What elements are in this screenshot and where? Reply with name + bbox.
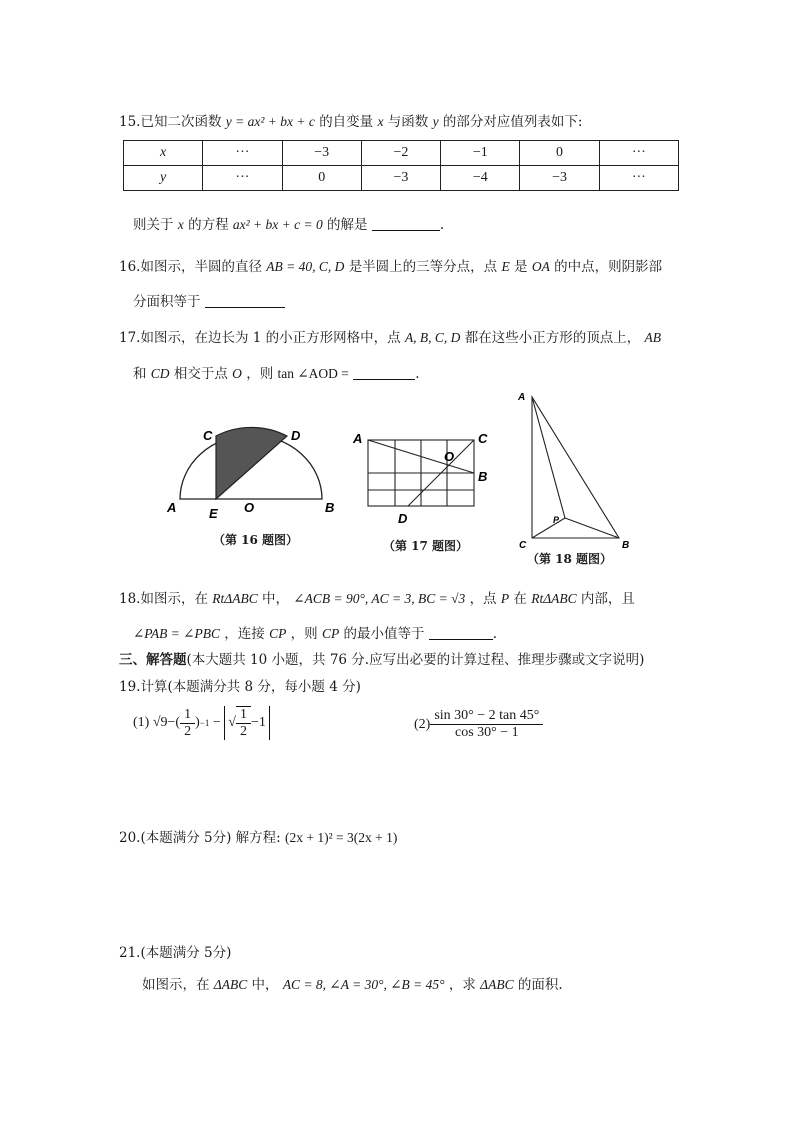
q15-line2: 则关于 x 的方程 ax² + bx + c = 0 的解是 .: [133, 217, 445, 233]
fraction-half: $\frac{1}{2}$: [180, 707, 195, 740]
label-d: D: [291, 428, 301, 443]
segment-pb: [565, 518, 619, 538]
figure-18: [532, 397, 619, 538]
label-o: O: [444, 449, 455, 464]
q21-body: 如图示，在 ΔABC 中， AC = 8, ∠A = 30°, ∠B = 45° ，求 ΔABC 的面积.: [142, 977, 563, 993]
label-e: E: [209, 506, 218, 521]
label-c: C: [478, 431, 488, 446]
label-c: C: [203, 428, 213, 443]
figure-17-labels: [352, 431, 488, 526]
q21-title: 21.(本题满分 5分): [119, 945, 232, 961]
fig18-caption: （第 18 题图）: [527, 552, 613, 566]
q19-part1: (1) √9 − ( $\frac{1}{2}$ ) −1 − √ $\frac{1}{2}$ −1: [133, 706, 270, 740]
label-p: P: [553, 515, 560, 525]
label-b: B: [325, 500, 335, 515]
answer-blank[interactable]: [429, 625, 493, 640]
label-b: B: [478, 469, 488, 484]
q16-line2: 分面积等于: [133, 290, 285, 310]
triangle-abc: [532, 397, 619, 538]
fig17-caption: （第 17 题图）: [383, 539, 469, 553]
q17-line1: 17.如图示，在边长为 1 的小正方形网格中，点 A, B, C, D 都在这些小正方形的顶点上， AB: [119, 330, 662, 346]
q18-line1: 18.如图示，在 RtΔABC 中， ∠ACB = 90°, AC = 3, BC = √3 ，点 P 在 RtΔABC 内部，且: [119, 591, 635, 607]
q19-part2: (2) $\frac{\sin 30^\circ - 2 \tan 45^\circ}{\cos 30^\circ - 1}$: [414, 708, 543, 741]
label-a: A: [518, 392, 526, 403]
absolute-value: √ $\frac{1}{2}$ −1: [224, 706, 270, 740]
q16-line1: 16.如图示，半圆的直径 AB = 40, C, D 是半圆上的三等分点，点 E 是 OA 的中点，则阴影部: [119, 259, 663, 275]
q20: 20.(本题满分 5分) 解方程: (2x + 1)² = 3(2x + 1): [119, 830, 398, 846]
q17-line2: 和 CD 相交于点 O ，则 tan ∠AOD = .: [133, 366, 420, 382]
q18-line2: ∠PAB = ∠PBC ，连接 CP ，则 CP 的最小值等于 .: [133, 626, 498, 642]
segment-pc: [532, 518, 565, 538]
q15-function: y = ax² + bx + c: [225, 114, 315, 129]
label-c: C: [519, 540, 527, 551]
table-row-y: y ··· 0 −3 −4 −3 ···: [124, 166, 679, 191]
q19-title: 19.计算(本题满分共 8 分，每小题 4 分): [119, 679, 361, 695]
label-a: A: [167, 500, 177, 515]
label-d: D: [398, 511, 408, 526]
fig16-caption: （第 16 题图）: [213, 533, 299, 547]
figure-16: [166, 427, 334, 521]
table-row-x: x ··· −3 −2 −1 0 ···: [124, 141, 679, 166]
section3-heading: 三、解答题(本大题共 10 小题，共 76 分.应写出必要的计算过程、推理步骤或文字说明): [119, 652, 645, 668]
segment-ap: [532, 397, 565, 518]
figure-17: [368, 440, 474, 506]
label-a: A: [353, 431, 363, 446]
label-o: O: [244, 500, 255, 515]
q15-line1: 15.已知二次函数 y = ax² + bx + c 的自变量 x 与函数 y 的部分对应值列表如下:: [119, 114, 583, 130]
label-b: B: [622, 540, 630, 551]
fraction-trig: $\frac{\sin 30^\circ - 2 \tan 45^\circ}{\cos 30^\circ - 1}$: [430, 708, 543, 741]
shaded-region: [216, 427, 287, 499]
